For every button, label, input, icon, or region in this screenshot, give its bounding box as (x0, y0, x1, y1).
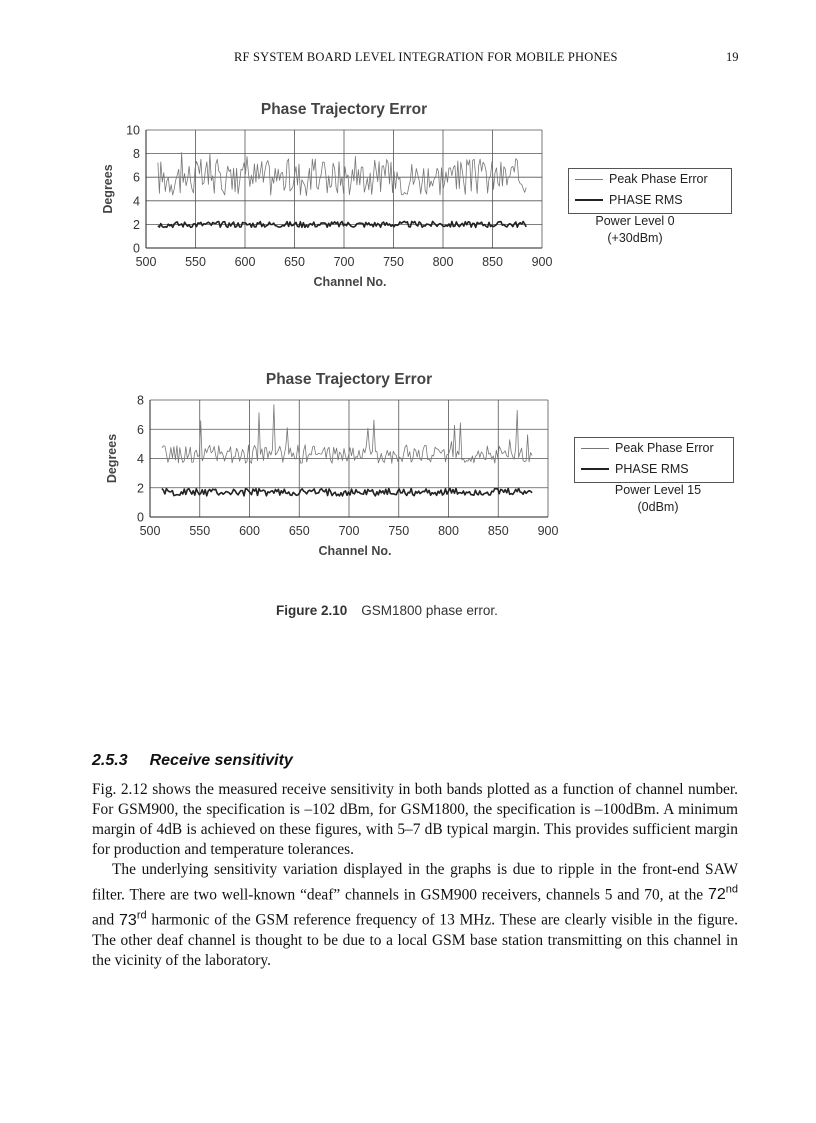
power-level-dbm: (0dBm) (637, 500, 679, 514)
x-tick-label: 500 (139, 524, 161, 538)
y-tick-label: 0 (133, 241, 140, 256)
x-tick-label: 800 (432, 255, 454, 269)
ordinal-73 (119, 909, 147, 929)
legend-line-peak (581, 448, 609, 449)
page-number: 19 (726, 50, 739, 64)
figure-caption-text: GSM1800 phase error. (361, 603, 498, 618)
x-tick-label: 550 (189, 524, 211, 538)
x-tick-label: 900 (537, 524, 559, 538)
chart-2-power-note (598, 482, 718, 516)
legend-item-peak (581, 441, 714, 455)
series-peak-phase-error (162, 405, 532, 464)
x-tick-label: 600 (239, 524, 260, 538)
y-tick-label: 2 (137, 481, 144, 496)
legend-label-rms: PHASE RMS (609, 193, 683, 207)
legend-item-peak (575, 172, 708, 186)
legend-item-rms (575, 193, 683, 207)
series-phase-rms (162, 488, 532, 496)
legend-label-peak: Peak Phase Error (615, 441, 714, 455)
body-text (92, 780, 738, 971)
y-tick-label: 6 (133, 170, 140, 185)
x-tick-label: 800 (438, 524, 459, 538)
x-tick-label: 600 (234, 255, 256, 269)
x-tick-label: 550 (185, 255, 206, 269)
section-number: 2.5.3 (92, 752, 128, 769)
legend-label-rms: PHASE RMS (615, 462, 689, 476)
y-tick-label: 6 (137, 422, 144, 437)
paragraph-2 (92, 860, 738, 971)
power-level-dbm: (+30dBm) (607, 231, 663, 245)
x-tick-label: 650 (284, 255, 305, 269)
ordinal-72-number: 72 (707, 886, 726, 904)
ordinal-72-suffix: nd (725, 884, 738, 896)
y-axis-label: Degrees (101, 164, 115, 214)
x-tick-label: 650 (288, 524, 310, 538)
x-tick-label: 750 (383, 255, 404, 269)
section-heading (92, 752, 293, 770)
legend-label-peak: Peak Phase Error (609, 172, 708, 186)
x-tick-label: 700 (333, 255, 355, 269)
y-tick-label: 10 (126, 123, 140, 138)
section-title: Receive sensitivity (149, 752, 293, 769)
ordinal-73-number: 73 (119, 911, 137, 929)
chart-power-level-0 (0, 80, 816, 320)
legend-line-rms (581, 468, 609, 470)
y-tick-label: 0 (137, 510, 144, 525)
legend-line-rms (575, 199, 603, 201)
chart-1-power-note (580, 213, 690, 247)
series-peak-phase-error (158, 153, 526, 196)
x-tick-label: 500 (135, 255, 157, 269)
y-tick-label: 4 (133, 194, 140, 209)
ordinal-72 (708, 886, 738, 903)
ordinal-73-suffix: rd (136, 909, 147, 922)
y-tick-label: 8 (137, 393, 144, 408)
x-tick-label: 850 (487, 524, 509, 538)
paragraph-2-part-c: harmonic of the GSM reference frequency of 13 MHz. These are clearly visible in the figure. The other deaf channel is thought to be due to a local GSM base station transmitting on this channel in the vicinity of the laboratory. (92, 911, 738, 969)
paragraph-1: Fig. 2.12 shows the measured receive sensitivity in both bands plotted as a function of channel number. For GSM900, the specification is –102 dBm, for GSM1800, the specification is –100dBm. A minimum margin of 4dB is achieved on these figures, with 5–7 dB typical margin. This provides sufficient margin for production and temperature tolerances. (92, 781, 738, 858)
x-tick-label: 700 (338, 524, 360, 538)
chart-1-legend (568, 168, 732, 214)
power-level-label: Power Level 0 (595, 214, 675, 228)
y-tick-label: 8 (133, 147, 140, 162)
chart-power-level-15 (0, 355, 816, 575)
x-tick-label: 850 (482, 255, 503, 269)
x-axis-label: Channel No. (313, 275, 387, 289)
x-tick-label: 750 (388, 524, 410, 538)
chart-2-legend (574, 437, 734, 483)
x-axis-label: Channel No. (318, 544, 392, 558)
power-level-label: Power Level 15 (614, 483, 702, 497)
legend-line-peak (575, 179, 603, 180)
paragraph-2-part-b: and (92, 911, 115, 929)
y-axis-label: Degrees (105, 433, 119, 484)
legend-item-rms (581, 462, 689, 476)
running-title: RF SYSTEM BOARD LEVEL INTEGRATION FOR MOBILE PHONES (234, 50, 618, 64)
y-tick-label: 4 (137, 452, 144, 466)
chart-title: Phase Trajectory Error (260, 101, 428, 118)
chart-title: Phase Trajectory Error (265, 371, 433, 388)
y-tick-label: 2 (133, 217, 140, 232)
figure-caption (276, 603, 498, 618)
figure-label: Figure 2.10 (276, 603, 348, 618)
paragraph-2-part-a: The underlying sensitivity variation displayed in the graphs is due to ripple in the front-end SAW filter. There are two well-known “deaf” channels in GSM900 receivers, channels 5 and 70, at the (92, 861, 738, 904)
x-tick-label: 900 (531, 255, 553, 269)
